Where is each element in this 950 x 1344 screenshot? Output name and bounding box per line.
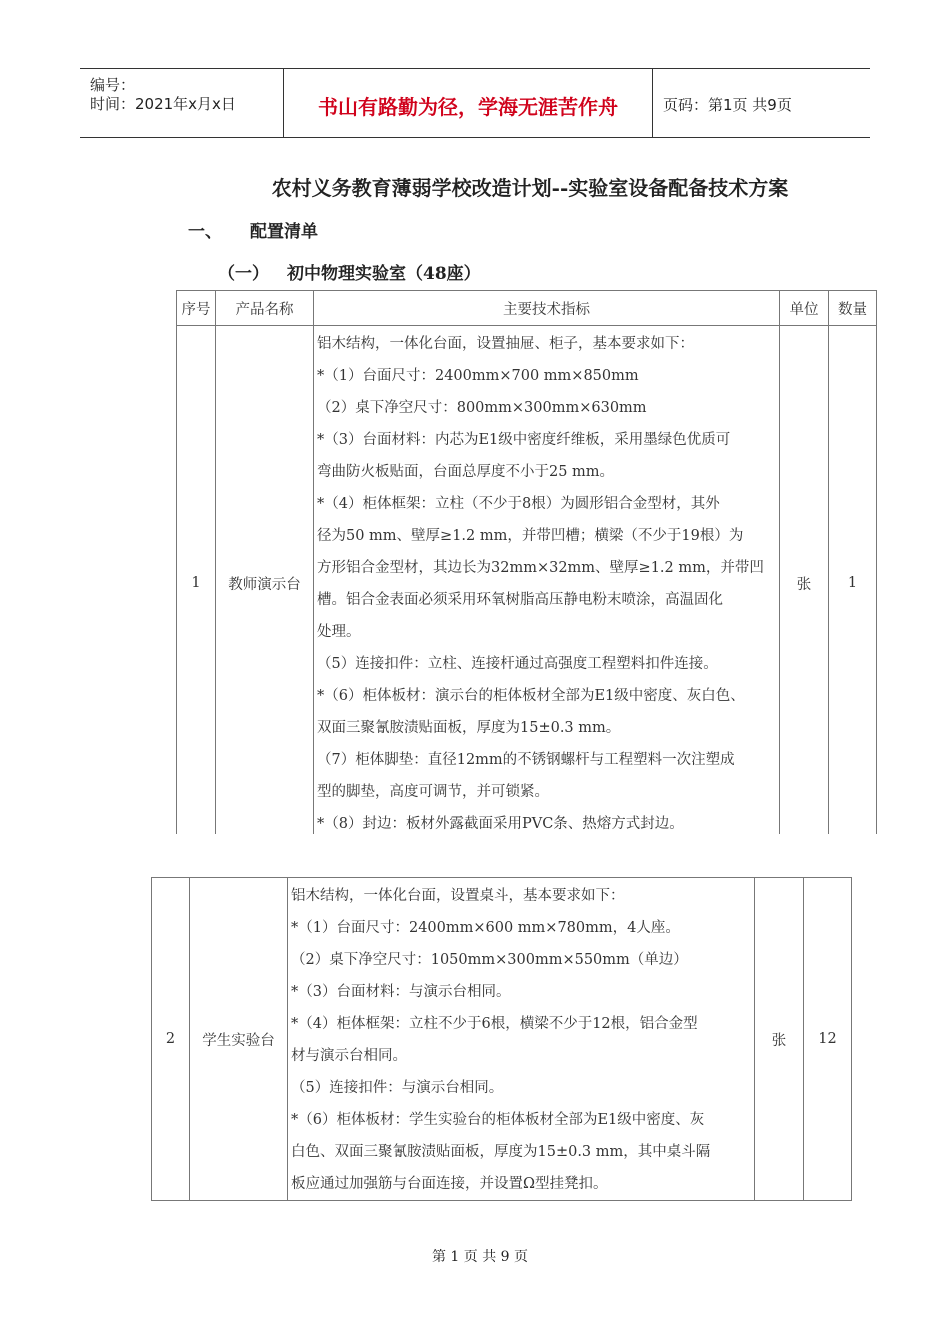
table-header-row — [177, 291, 877, 326]
row-spec — [314, 326, 780, 835]
spec-line: 双面三聚氰胺渍贴面板，厚度为15±0.3 mm。 — [317, 720, 621, 736]
spec-line: *（3）台面材料：与演示台相同。 — [291, 984, 511, 1000]
header-name: 产品名称 — [216, 291, 314, 326]
spec-line: 方形铝合金型材，其边长为32mm×32mm、壁厚≥1.2 mm，并带凹 — [317, 560, 764, 576]
motto-text: 书山有路勤为径，学海无涯苦作舟 — [318, 95, 618, 119]
spec-line: 处理。 — [317, 624, 361, 640]
header-qty: 数量 — [829, 291, 877, 326]
page-footer: 第 1 页 共 9 页 — [431, 1249, 529, 1265]
page-info: 页码：第1页 共9页 — [663, 96, 792, 114]
row-no: 2 — [152, 878, 190, 1201]
subsection-number: （一） — [218, 264, 269, 284]
config-table-part-1 — [176, 290, 877, 834]
spec-line: *（4）柜体框架：立柱不少于6根，横梁不少于12根，铝合金型 — [291, 1016, 698, 1032]
table-row — [152, 878, 852, 1201]
spec-line: 材与演示台相同。 — [291, 1048, 407, 1064]
spec-line: 槽。铝合金表面必须采用环氧树脂高压静电粉末喷涂，高温固化 — [317, 592, 723, 608]
spec-line: *（6）柜体板材：演示台的柜体板材全部为E1级中密度、灰白色、 — [317, 688, 745, 704]
subsection-label: 初中物理实验室（48座） — [287, 264, 481, 284]
table-row — [177, 326, 877, 835]
spec-line: 型的脚垫，高度可调节，并可锁紧。 — [317, 784, 549, 800]
row-spec — [288, 878, 755, 1201]
number-label: 编号： — [90, 76, 136, 94]
spec-line: （7）柜体脚垫：直径12mm的不锈钢螺杆与工程塑料一次注塑成 — [317, 752, 735, 768]
row-qty: 12 — [804, 878, 852, 1201]
spec-line: 板应通过加强筋与台面连接，并设置Ω型挂凳扣。 — [291, 1176, 608, 1192]
spec-line: （5）连接扣件：与演示台相同。 — [291, 1080, 504, 1096]
spec-line: *（1）台面尺寸：2400mm×700 mm×850mm — [317, 368, 639, 384]
spec-line: （2）桌下净空尺寸：1050mm×300mm×550mm（单边） — [291, 952, 688, 968]
spec-line: 铝木结构，一体化台面，设置抽屉、柜子，基本要求如下： — [317, 336, 694, 352]
document-title: 农村义务教育薄弱学校改造计划--实验室设备配备技术方案 — [271, 176, 789, 200]
spec-line: 白色、双面三聚氰胺渍贴面板，厚度为15±0.3 mm，其中桌斗隔 — [291, 1144, 711, 1160]
spec-line: 弯曲防火板贴面，台面总厚度不小于25 mm。 — [317, 464, 615, 480]
row-no: 1 — [177, 326, 216, 835]
row-unit: 张 — [755, 878, 804, 1201]
spec-line: *（3）台面材料：内芯为E1级中密度纤维板，采用墨绿色优质可 — [317, 432, 731, 448]
spec-line: 径为50 mm、壁厚≥1.2 mm，并带凹槽；横梁（不少于19根）为 — [317, 528, 744, 544]
spec-line: *（6）柜体板材：学生实验台的柜体板材全部为E1级中密度、灰 — [291, 1112, 705, 1128]
header-no: 序号 — [177, 291, 216, 326]
spec-line: 铝木结构，一体化台面，设置桌斗，基本要求如下： — [291, 888, 625, 904]
time-label: 时间：2021年x月x日 — [90, 95, 236, 113]
spec-line: （5）连接扣件：立柱、连接杆通过高强度工程塑料扣件连接。 — [317, 656, 718, 672]
section-label: 配置清单 — [250, 222, 318, 242]
section-number: 一、 — [188, 222, 222, 242]
row-name: 教师演示台 — [216, 326, 314, 835]
spec-line: *（4）柜体框架：立柱（不少于8根）为圆形铝合金型材，其外 — [317, 496, 720, 512]
row-name: 学生实验台 — [190, 878, 288, 1201]
row-unit: 张 — [780, 326, 829, 835]
header-spec: 主要技术指标 — [314, 291, 780, 326]
config-table-part-2 — [151, 877, 852, 1201]
spec-line: （2）桌下净空尺寸：800mm×300mm×630mm — [317, 400, 647, 416]
spec-line: *（8）封边：板材外露截面采用PVC条、热熔方式封边。 — [317, 816, 684, 832]
row-qty: 1 — [829, 326, 877, 835]
header-unit: 单位 — [780, 291, 829, 326]
spec-line: *（1）台面尺寸：2400mm×600 mm×780mm，4人座。 — [291, 920, 680, 936]
